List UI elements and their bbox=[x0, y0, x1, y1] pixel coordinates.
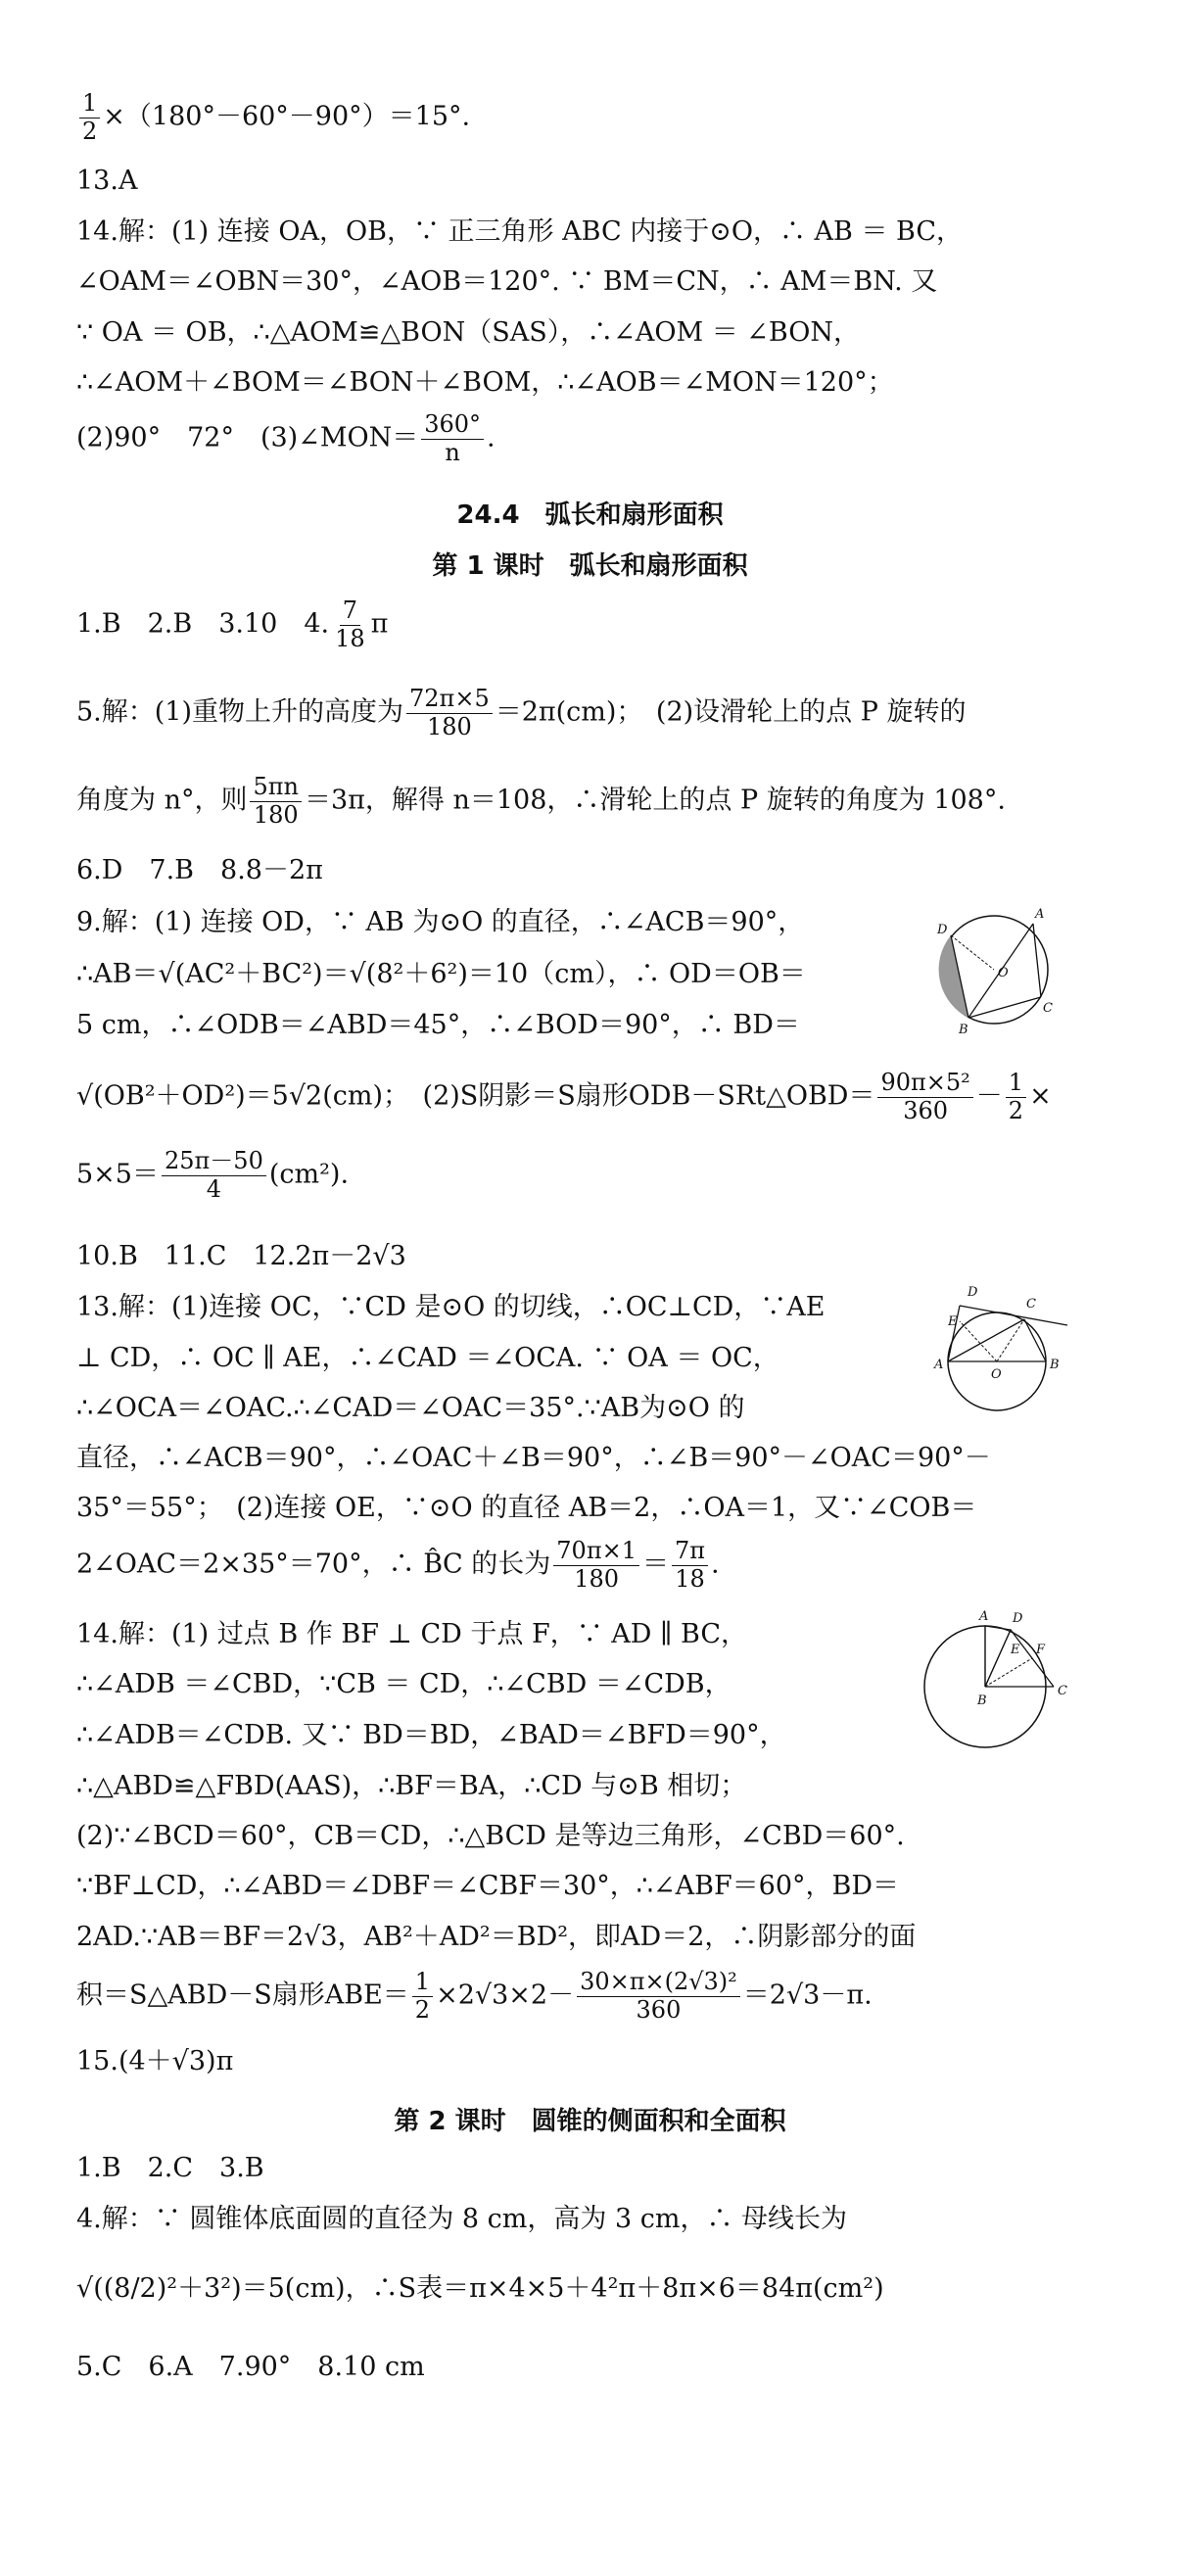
line-25: 2∠OAC＝2×35°＝70°，∴ B̂C 的长为 $\frac{70\pi\times 1}{180}$ ＝ $\frac{7\pi}{18}$ . bbox=[76, 1537, 720, 1593]
label-C: C bbox=[1043, 1001, 1053, 1016]
line-16: 5 cm，∴∠ODB＝∠ABD＝45°，∴∠BOD＝90°，∴ BD＝ bbox=[76, 1010, 800, 1040]
line-14: 9.解：(1) 连接 OD，∵ AB 为⊙O 的直径，∴∠ACB＝90°， bbox=[76, 907, 805, 937]
line-34: 15.(4＋√3)π bbox=[76, 2046, 234, 2076]
line-31: ∵BF⊥CD，∴∠ABD＝∠DBF＝∠CBF＝30°，∴∠ABF＝60°，BD＝ bbox=[76, 1871, 900, 1901]
line-01: $\frac{1}{2}$ ×（180°－60°－90°）＝15°. bbox=[76, 90, 1104, 145]
line-22: ∴∠OCA＝∠OAC.∴∠CAD＝∠OAC＝35°.∵AB为⊙O 的 bbox=[76, 1393, 745, 1423]
line-26: 14.解：(1) 过点 B 作 BF ⊥ CD 于点 F，∵ AD ∥ BC， bbox=[76, 1619, 748, 1649]
line-23: 直径，∴∠ACB＝90°，∴∠OAC＋∠B＝90°，∴∠B＝90°－∠OAC＝90°－ bbox=[76, 1443, 991, 1473]
fraction: $\frac{1}{2}$ bbox=[1006, 1070, 1026, 1124]
line-33: 积＝S△ABD－S扇形ABE＝ $\frac{1}{2}$ ×2√3×2－ $\frac{\text{30×π×(2√3)²}}{360}$ ＝2√3－π. bbox=[76, 1968, 873, 2024]
line-02: 13.A bbox=[76, 166, 138, 196]
lesson-heading-2: 第 2 课时 圆锥的侧面积和全面积 bbox=[394, 2107, 786, 2136]
line-10: 1.B 2.B 3.10 4. $\frac{7}{18}$ π bbox=[76, 596, 389, 652]
line-06: ∴∠AOM＋∠BOM＝∠BON＋∠BOM，∴∠AOB＝∠MON＝120°； bbox=[76, 367, 894, 398]
label-O: O bbox=[991, 1367, 1002, 1382]
fraction: $\frac{5\pi n}{180}$ bbox=[250, 774, 302, 829]
line-38: √((8/2)²＋3²)＝5(cm)，∴S表＝π×4×5＋4²π＋8π×6＝84π(cm²) bbox=[76, 2273, 884, 2304]
line-03: 14.解：(1) 连接 OA，OB，∵ 正三角形 ABC 内接于⊙O，∴ AB ＝ BC， bbox=[76, 216, 964, 247]
fraction: $\frac{72\pi\times 5}{180}$ bbox=[406, 686, 493, 740]
line-20: 13.解：(1)连接 OC，∵CD 是⊙O 的切线，∴OC⊥CD，∵AE bbox=[76, 1292, 826, 1322]
line-19: 10.B 11.C 12.2π－2√3 bbox=[76, 1241, 406, 1271]
line-13: 6.D 7.B 8.8－2π bbox=[76, 855, 323, 885]
circle-diagram-q13 bbox=[920, 1278, 1077, 1425]
fraction: $\frac{1}{2}$ bbox=[412, 1969, 433, 2024]
line-37: 4.解：∵ 圆锥体底面圆的直径为 8 cm，高为 3 cm，∴ 母线长为 bbox=[76, 2204, 848, 2234]
line-24: 35°＝55°； (2)连接 OE，∵⊙O 的直径 AB＝2，∴OA＝1，又∵∠COB＝ bbox=[76, 1493, 977, 1523]
label-C: C bbox=[1058, 1684, 1067, 1698]
lesson-heading-1: 第 1 课时 弧长和扇形面积 bbox=[432, 551, 748, 581]
label-O: O bbox=[998, 966, 1009, 980]
line-36: 1.B 2.C 3.B bbox=[76, 2153, 264, 2183]
label-D: D bbox=[937, 923, 948, 937]
fraction: $\frac{\text{90π×5²}}{360}$ bbox=[877, 1070, 972, 1124]
line-12: 角度为 n°，则 $\frac{5\pi n}{180}$ ＝3π，解得 n＝108，∴滑轮上的点 P 旋转的角度为 108°. bbox=[76, 773, 1006, 829]
label-E: E bbox=[1011, 1643, 1020, 1657]
fraction: $\frac{25\pi-50}{4}$ bbox=[162, 1148, 266, 1203]
section-heading: 24.4 弧长和扇形面积 bbox=[456, 501, 724, 530]
fraction: $\frac{\text{30×π×(2√3)²}}{360}$ bbox=[577, 1969, 740, 2024]
label-E: E bbox=[948, 1314, 958, 1329]
line-05: ∵ OA ＝ OB，∴△AOM≌△BON（SAS），∴∠AOM ＝ ∠BON， bbox=[76, 317, 861, 348]
line-29: ∴△ABD≌△FBD(AAS)，∴BF＝BA，∴CD 与⊙B 相切； bbox=[76, 1771, 747, 1801]
label-D: D bbox=[968, 1285, 978, 1300]
fraction: $\frac{70\pi\times 1}{180}$ bbox=[553, 1538, 639, 1593]
label-F: F bbox=[1036, 1643, 1046, 1657]
line-28: ∴∠ADB＝∠CDB. 又∵ BD＝BD，∠BAD＝∠BFD＝90°， bbox=[76, 1720, 786, 1750]
circle-diagram-q14 bbox=[920, 1606, 1077, 1753]
line-30: (2)∵∠BCD＝60°，CB＝CD，∴△BCD 是等边三角形，∠CBD＝60°. bbox=[76, 1821, 905, 1851]
label-B: B bbox=[977, 1693, 987, 1708]
line-27: ∴∠ADB ＝∠CBD，∵CB ＝ CD，∴∠CBD ＝∠CDB， bbox=[76, 1669, 732, 1699]
line-39: 5.C 6.A 7.90° 8.10 cm bbox=[76, 2352, 425, 2382]
circle-diagram-q9 bbox=[925, 896, 1072, 1043]
fraction: $\frac{360^\circ}{n}$ bbox=[421, 411, 484, 466]
fraction: $\frac{7}{18}$ bbox=[335, 596, 365, 652]
label-A: A bbox=[934, 1358, 944, 1372]
line-07: (2)90° 72° (3)∠MON＝ $\frac{360^\circ}{n}$ . bbox=[76, 410, 496, 466]
label-A: A bbox=[979, 1609, 989, 1624]
line-04: ∠OAM＝∠OBN＝30°，∠AOB＝120°. ∵ BM＝CN，∴ AM＝BN. 又 bbox=[76, 266, 938, 297]
line-11: 5.解：(1)重物上升的高度为 $\frac{72\pi\times 5}{180}$ ＝2π(cm)； (2)设滑轮上的点 P 旋转的 bbox=[76, 685, 967, 740]
label-B: B bbox=[959, 1023, 968, 1037]
fraction: $\frac{7\pi}{18}$ bbox=[672, 1538, 708, 1593]
line-32: 2AD.∵AB＝BF＝2√3，AB²＋AD²＝BD²，即AD＝2，∴阴影部分的面 bbox=[76, 1922, 917, 1952]
fraction: $\frac{1}{2}$ bbox=[79, 90, 100, 145]
line-17: √(OB²＋OD²)＝5√2(cm)； (2)S阴影＝S扇形ODB－SRt△OBD＝ $\frac{\text{90π×5²}}{360}$ － $\frac{1}{2}$ × bbox=[76, 1069, 1052, 1124]
label-A: A bbox=[1035, 907, 1045, 922]
label-C: C bbox=[1026, 1297, 1036, 1312]
line-15: ∴AB＝√(AC²＋BC²)＝√(8²＋6²)＝10（cm），∴ OD＝OB＝ bbox=[76, 959, 806, 989]
label-D: D bbox=[1013, 1611, 1023, 1626]
line-21: ⊥ CD，∴ OC ∥ AE，∴∠CAD ＝∠OCA. ∵ OA ＝ OC， bbox=[76, 1343, 779, 1373]
label-B: B bbox=[1050, 1358, 1060, 1372]
line-18: 5×5＝ $\frac{25\pi-50}{4}$ (cm²). bbox=[76, 1147, 350, 1203]
